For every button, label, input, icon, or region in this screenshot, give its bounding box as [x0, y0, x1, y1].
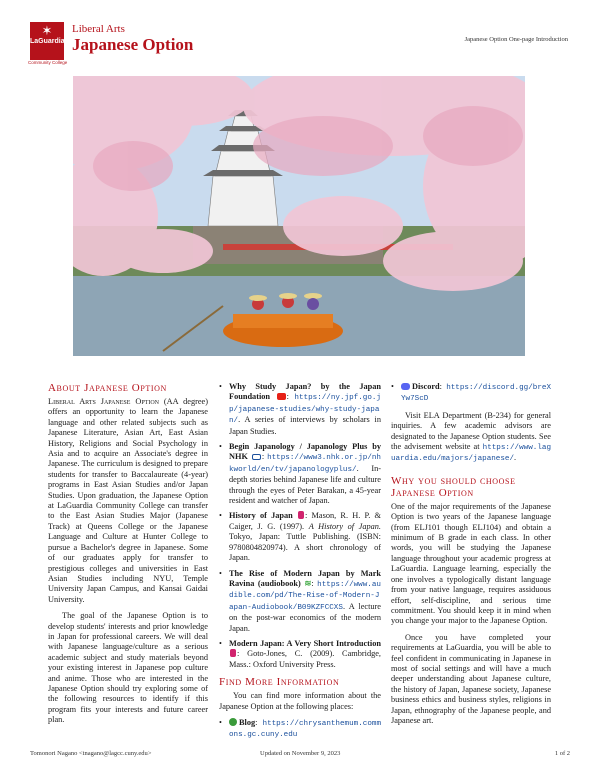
page-header: [28, 22, 570, 65]
resource-desc-2: Tokyo, Japan: Tuttle Publishing. (ISBN: 9780804820974). A short chronology of Japan.: [229, 532, 381, 563]
discord-link[interactable]: https://discord.gg/breXYw7ScD: [401, 384, 551, 404]
resource-desc: : Goto-Jones, C. (2009). Cambridge, Mass.: Oxford University Press.: [229, 649, 381, 669]
footer-updated: Updated on November 9, 2023: [260, 750, 341, 757]
resource-item: • Why Study Japan? by the Japan Foundation : https://ny.jpf.go.jp/japanese-studies/why-study-japan/. A series of interviews by scholars in Japan Studies.: [219, 382, 381, 437]
discord-icon: [401, 383, 410, 390]
about-heading: About Japanese Option: [48, 382, 167, 394]
book-icon: [298, 511, 304, 519]
discord-item: • Discord: https://discord.gg/breXYw7ScD: [391, 382, 551, 405]
visit-paragraph: [391, 411, 551, 465]
resource-item: • The Rise of Modern Japan by Mark Ravina (audiobook) ≋: https://www.audible.com/pd/The-Rise-of-Modern-Japan-Audiobook/B09KZFCCXS. A lecture on the post-war economics of the modern Japan.: [219, 569, 381, 634]
computer-icon: [252, 454, 261, 460]
resource-link[interactable]: https://www.audible.com/pd/The-Rise-of-Modern-Japan-Audiobook/B09KZFCCXS: [229, 580, 381, 612]
resource-desc: . In-depth stories behind Japanese life and culture through the eyes of Peter Barakan, a 45-year resident and watcher of Japan.: [229, 463, 381, 506]
resource-title: The Rise of Modern Japan by Mark Ravina (audiobook): [229, 568, 381, 588]
find-more-list: [219, 718, 381, 741]
resource-desc: . A lecture on the post-war economics of the modern Japan.: [229, 601, 381, 633]
resource-link[interactable]: https://www3.nhk.or.jp/nhkworld/en/tv/japanologyplus/: [229, 454, 381, 474]
column-1: [48, 382, 208, 726]
logo-star-icon: ✶: [41, 23, 53, 38]
blog-item: • Blog: https://chrysanthemum.commons.gc.cuny.edu: [219, 718, 381, 741]
visit-end: .: [514, 453, 517, 463]
about-p1-text: (AA degree) offers an opportunity to learn the Japanese language and other related subjects such as Japanese Literature, Asian Art, East Asian History, Religions and Social Psychology in Asia and to acquire an Associate's degree in Japanese. The curriculum is designed to prepare students for transfer to Baccalaureate (4-year) programs in East Asian Studies and/or Japan Studies. Upon graduation, the Japanese Option at LaGuardia Community College can transfer to the East Asian Studies Major (Japanese Track) at Queens College or the Japanese Language and Culture at Hunter College to pursue a Bachelor's degree in Japanese. Some of our graduates apply for transfer to prestigious colleges and universities in East Asian Studies including NYU, Temple University Japan Campus, and Kansai Gaidai University.: [48, 397, 208, 604]
resource-title: Modern Japan: A Very Short Introduction: [229, 638, 381, 648]
find-more-heading: Find More Information: [219, 676, 340, 689]
find-more-list-cont: [391, 382, 551, 405]
resource-list: [219, 382, 381, 670]
about-paragraph-2: The goal of the Japanese Option is to develop students' interests and prior knowledge in Japan for professional careers. We will deal with Japanese language/culture as a serious academic subject and study materials beyond your existing interest in Japanese pop culture and anime. Those who are interested in the Japanese Option should try exploring some of the following resources to identify if this program fits your interests and future career plan.: [48, 611, 208, 725]
resource-desc: : Mason, R. H. P. & Caiger, J. G. (1997).: [229, 511, 382, 531]
resource-item: [219, 511, 381, 563]
header-right-text: Japanese Option One-page Introduction: [464, 36, 568, 43]
about-lead: Liberal Arts Japanese Option: [48, 397, 159, 406]
document-title: [72, 23, 193, 54]
title-small: Liberal Arts: [72, 23, 125, 35]
book-icon: [230, 649, 236, 657]
about-paragraph-1: [48, 397, 208, 605]
footer-author: Tomonori Nagano <tnagano@lagcc.cuny.edu>: [30, 750, 152, 757]
discord-label: Discord: [412, 382, 440, 391]
himeji-castle-photo: [73, 76, 525, 356]
blog-link[interactable]: https://chrysanthemum.commons.gc.cuny.edu: [229, 719, 381, 740]
footer-page-number: 1 of 2: [554, 750, 570, 757]
resource-title: Why Study Japan? by the Japan Foundation: [229, 382, 381, 402]
why-heading: Why you should choose Japanese Option: [391, 474, 516, 499]
title-big: Japanese Option: [72, 35, 194, 54]
why-paragraph-2: Once you have completed your requirements at LaGuardia, you will be able to feel confident in communicating in Japanese in most of social settings and will have a much deeper understanding about Japanese culture, the history of Japan, Japanese society, Japanese business ethics and business styles, religions in Japan, ethnography of the Japanese people, and Japanese art.: [391, 632, 551, 725]
why-paragraph-1: One of the major requirements of the Japanese Option is two years of the Japanese language (from ELJ101 though ELJ104) and obtain a minimum of B grade in each class. In other words, you will be studying the Japanese language throughout your academic progress at LaGuardia. Language learning, especially the one involves a typologically distant language from your native language, requires assiduous effort, self-discipline, and serious time commitment. You should keep it in mind when you change your major to the Japanese Option.: [391, 501, 551, 626]
logo-subtitle: Community College: [28, 60, 68, 65]
resource-title: Begin Japanology / Japanology Plus by NHK: [229, 442, 381, 462]
find-more-intro: You can find more information about the Japanese Option at the following places:: [219, 691, 381, 711]
globe-icon: [229, 718, 237, 726]
resource-item: [219, 639, 381, 670]
resource-link[interactable]: https://ny.jpf.go.jp/japanese-studies/why-study-japan/: [229, 394, 381, 426]
resource-desc: . A series of interviews by scholars in Japan Studies.: [229, 415, 381, 436]
youtube-icon: [277, 393, 286, 400]
audio-icon: ≋: [304, 578, 312, 588]
column-3: [391, 382, 551, 726]
resource-book-title: A History of Japan.: [308, 521, 381, 531]
visit-text: Visit ELA Department (B-234) for general inquiries. A few academic advisors are designated to the Japanese Option students. See the advisement website at: [391, 410, 551, 452]
laguardia-logo: ✶ LaGuardia: [30, 22, 64, 60]
blog-label: Blog: [239, 717, 256, 727]
advisement-link[interactable]: https://www.laguardia.edu/majors/japanese/: [391, 444, 551, 464]
resource-item: • Begin Japanology / Japanology Plus by NHK : https://www3.nhk.or.jp/nhkworld/en/tv/japanologyplus/. In-depth stories behind Japanese life and culture through the eyes of Peter Barakan, a 45-year resident and watcher of Japan.: [219, 442, 381, 506]
resource-title: History of Japan: [229, 511, 293, 521]
column-2: [219, 382, 381, 746]
